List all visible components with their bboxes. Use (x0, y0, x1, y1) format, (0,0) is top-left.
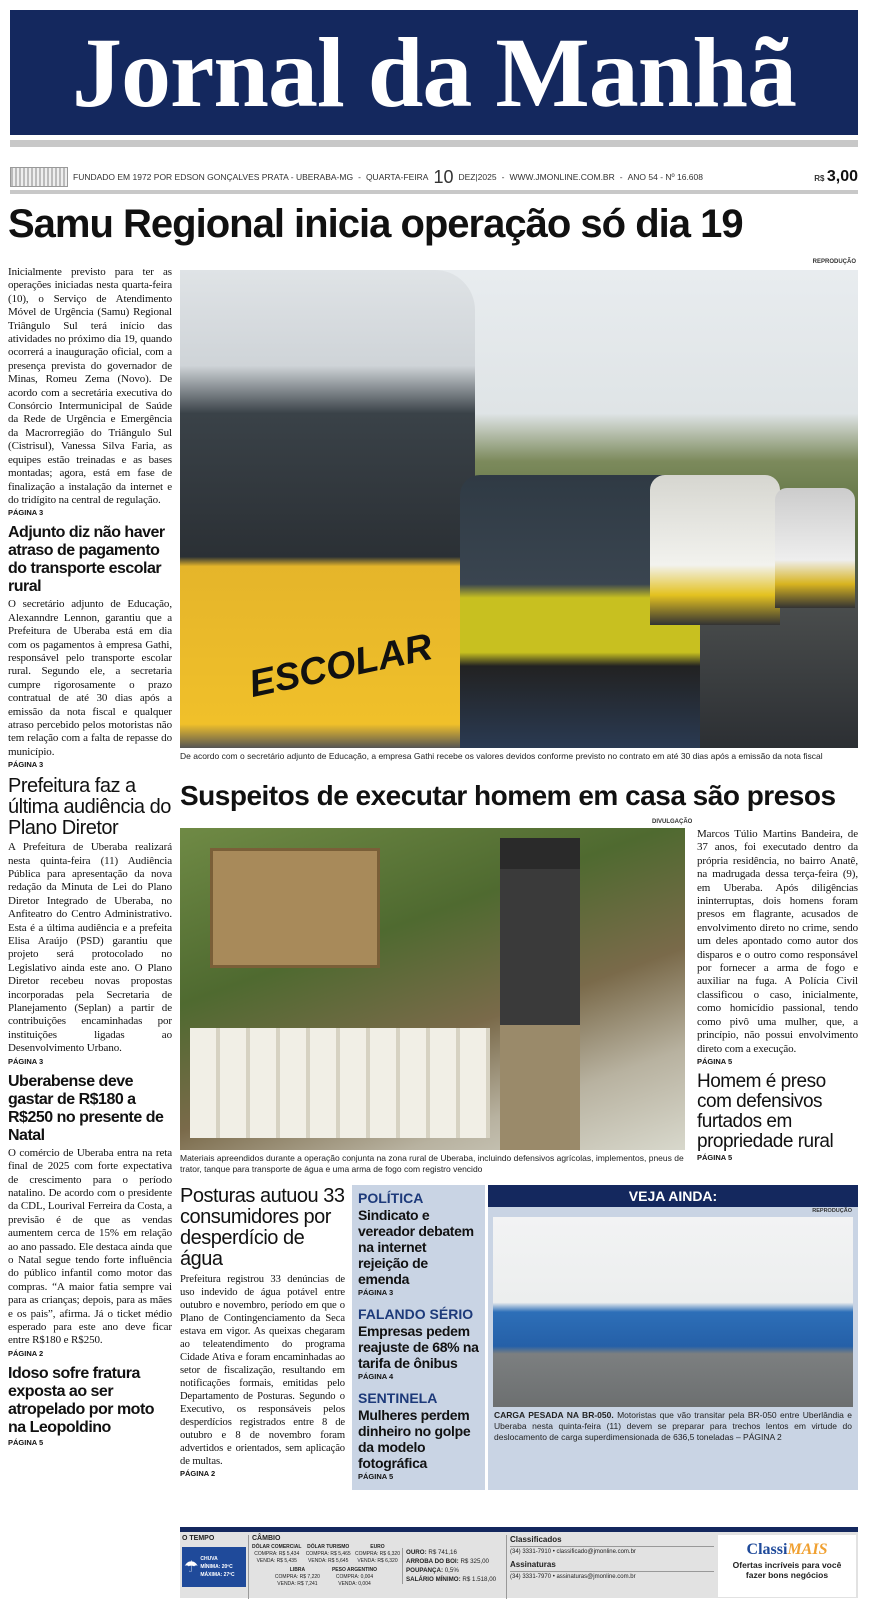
truck-photo (493, 1217, 853, 1407)
story-uberabense[interactable] (8, 1073, 172, 1359)
page-ref: PÁGINA 3 (8, 1056, 44, 1066)
photo-credit: REPRODUÇÃO (812, 1208, 852, 1214)
weekday: QUARTA-FEIRA (365, 172, 429, 182)
story-posturas[interactable] (180, 1186, 345, 1479)
story-body: Inicialmente previsto para ter as operações iniciadas nesta quarta-feira (10), o Serviço de Atendimento Móvel de Urgência (Samu) Regional Triângulo Sul terá início das atividades no próximo dia 19, quando ocorrerá a inauguração oficial, com a presença prevista do governador de Minas, Romeu Zema (Novo). De acordo com a secretária executiva do Consórcio Intermunicipal de Saúde da Rede de Urgência e Emergência da Macrorregião do Triângulo Sul (Cistrisul), Vanessa Silva Faria, as equipes estão treinadas e as bases montadas; agora, está em fase de finalização a instalação da internet e do tridígito na central de regulação. (8, 266, 172, 506)
page-ref: PÁGINA 3 (8, 508, 44, 518)
veja-ainda-box[interactable] (488, 1185, 858, 1490)
section-label: POLÍTICA (358, 1190, 424, 1206)
wooden-cart (210, 848, 380, 968)
section-label: SENTINELA (358, 1390, 438, 1406)
divider (10, 190, 858, 194)
story-adjunto[interactable] (8, 524, 172, 770)
crime-photo[interactable] (180, 828, 685, 1150)
story-idoso[interactable] (8, 1365, 172, 1448)
photo-credit: DIVULGAÇÃO (652, 819, 693, 825)
story-headline: Uberabense deve gastar de R$180 a R$250 no presente de Natal (8, 1072, 164, 1144)
info-line: FUNDADO EM 1972 POR EDSON GONÇALVES PRATA - UBERABA-MG - QUARTA-FEIRA 10 DEZ|2025 - WWW.JMONLINE.COM.BR - ANO 54 - Nº 16.608 R$ 3,00 (10, 166, 858, 188)
van (775, 488, 855, 608)
section-headline: Empresas pedem reajuste de 68% na tarifa de ônibus (358, 1323, 479, 1371)
section-politica[interactable] (358, 1190, 479, 1298)
exchange-rates: CÂMBIO DÓLAR COMERCIAL COMPRA: R$ 5,434 VENDA: R$ 5,435 DÓLAR TURISMO COMPRA: R$ 5,465 VENDA: R$ 5,645 EURO COMPRA: R$ 6,320 VENDA: R$ 6,320 LIBRA COMPRA: R$ 7,220 VENDA: R$ 7,241 PESO ARGENTINO COMPRA: 0,004 VENDA: 0,004 (248, 1535, 400, 1599)
van (650, 475, 780, 625)
crime-caption: Materiais apreendidos durante a operação conjunta na zona rural de Uberaba, incluindo defensivos agrícolas, implementos, pneus de trator, tanque para transporte de água e uma arma de fogo com registro vencido (180, 1153, 684, 1174)
page-ref: PÁGINA 5 (8, 1437, 44, 1447)
day: 10 (433, 166, 454, 187)
police-officer (500, 838, 580, 1150)
story-body: A Prefeitura de Uberaba realizará nesta quinta-feira (11) Audiência Pública para apresentação da nova redação da Minuta de Lei do Plano Diretor Integrado de Uberaba, no Anfiteatro do Centro Administrativo. Esta é a última audiência e a prefeita Elisa Araújo (PSD) garantiu que projeto será protocolado no Legislativo ainda este ano. O Plano Diretor recebeu novas propostas incorporadas pela Secretaria de Planejamento (Seplan) a partir de contribuições encaminhadas por instituições ligadas ao Desenvolvimento Urbano. (8, 841, 172, 1055)
indices: OURO: R$ 741,16 ARROBA DO BOI: R$ 325,00 POUPANÇA: 0,5% SALÁRIO MÍNIMO: R$ 1.518,00 (402, 1548, 504, 1584)
founded-text: FUNDADO EM 1972 POR EDSON GONÇALVES PRATA - UBERABA-MG (73, 172, 354, 182)
price: 3,00 (826, 168, 858, 185)
story-body: Marcos Túlio Martins Bandeira, de 37 anos, foi executado dentro da própria residência, no bairro Anatê, na madrugada dessa terça-feira (9), em Uberaba. Após diligências ininterruptas, dois homens foram presos em flagrante, acusados de envolvimento direto no crime, sendo um deles apontado como autor dos disparos e o outro como responsável por fornecer a arma de fogo e auxiliar na fuga. A Polícia Civil classificou o caso, inicialmente, como homicídio passional, tendo como pivô uma mulher, que, a princípio, não possui envolvimento direto com a execução. (697, 828, 858, 1055)
page-ref: PÁGINA 3 (358, 1288, 394, 1297)
story-headline: Posturas autuou 33 consumidores por desperdício de água (180, 1185, 345, 1270)
page-ref: PÁGINA 4 (358, 1372, 394, 1381)
page-ref: PÁGINA 5 (697, 1056, 733, 1066)
section-label: FALANDO SÉRIO (358, 1306, 474, 1322)
assinaturas-contact[interactable]: (34) 3331-7970 • assinaturas@jmonline.com.br (510, 1571, 714, 1580)
story-samu[interactable] (8, 266, 172, 518)
story-crime[interactable] (697, 828, 858, 1163)
story-headline: Adjunto diz não haver atraso de pagamento do transporte escolar rural (8, 524, 165, 596)
main-photo[interactable] (180, 270, 858, 748)
masthead (10, 10, 858, 135)
masthead-title: Jornal da Manhã (71, 17, 796, 128)
story-headline: Homem é preso com defensivos furtados em propriedade rural (697, 1070, 834, 1152)
sections-box (352, 1185, 485, 1490)
section-sentinela[interactable] (358, 1390, 479, 1482)
page-ref: PÁGINA 5 (697, 1152, 733, 1162)
crime-headline[interactable]: Suspeitos de executar homem em casa são presos (180, 780, 836, 811)
school-van (180, 270, 475, 748)
containers (190, 1028, 490, 1138)
building-icon (10, 167, 68, 187)
site-link[interactable]: WWW.JMONLINE.COM.BR (509, 172, 615, 182)
story-body: O secretário adjunto de Educação, Alexanndre Lennon, garantiu que a Prefeitura de Uberaba está em dia com os pagamentos à empresa Gathi, responsável pelo transporte escolar rural. Segundo ele, a secretaria cumpre rigorosamente o prazo contratual de até 30 dias após a emissão da nota fiscal e qualquer atraso percebido pelos motoristas não tem relação com a falta de repasse do município. (8, 598, 172, 758)
contacts: Classificados (34) 3331-7910 • classificado@jmonline.com.br Assinaturas (34) 3331-7970 • assinaturas@jmonline.com.br (506, 1535, 714, 1599)
left-column (8, 266, 172, 1448)
main-headline[interactable]: Samu Regional inicia operação só dia 19 (8, 202, 743, 246)
currency: R$ (814, 174, 825, 183)
section-headline: Mulheres perdem dinheiro no golpe da modelo fotográfica (358, 1407, 471, 1471)
edition: ANO 54 - Nº 16.608 (627, 172, 703, 182)
veja-title: VEJA AINDA: (488, 1185, 858, 1207)
story-headline: Idoso sofre fratura exposta ao ser atropelado por moto na Leopoldino (8, 1364, 155, 1436)
page-ref: PÁGINA 2 (8, 1348, 44, 1358)
story-defensivos[interactable] (697, 1072, 858, 1163)
veja-caption: CARGA PESADA NA BR-050. Motoristas que vão transitar pela BR-050 entre Uberlândia e Uberaba nesta quinta-feira (11) devem se preparar para trechos lentos em virtude do deslocamento de carga superdimensionada de 636,5 toneladas – PÁGINA 2 (494, 1410, 852, 1442)
month-year: DEZ|2025 (458, 172, 497, 182)
page-ref: PÁGINA 2 (180, 1469, 216, 1478)
story-body: O comércio de Uberaba entra na reta final de 2025 com forte expectativa de crescimento para o período natalino. De acordo com o presidente da CDL, Lourival Ferreira da Costa, a previsão é de que as vendas aumentem cerca de 15% em relação ao ano passado. Ele destaca ainda que o Natal segue tendo forte influência do público infantil como motor das compras. “A maior fatia sempre vai para as crianças; depois, para as mães e os pais”, afirma. Já o ticket médio esperado para este ano deve ficar entre R$180 e R$250. (8, 1146, 172, 1347)
section-headline: Sindicato e vereador debatem na internet rejeição de emenda (358, 1207, 474, 1287)
photo-credit: REPRODUÇÃO (812, 259, 856, 265)
footer-bar (180, 1527, 858, 1598)
page-ref: PÁGINA 3 (8, 760, 44, 770)
page-ref: PÁGINA 5 (358, 1472, 394, 1481)
classificados-contact[interactable]: (34) 3331-7910 • classificado@jmonline.com.br (510, 1546, 714, 1555)
classimais-ad[interactable]: ClassiMAIS Ofertas incríveis para você fazer bons negócios (718, 1535, 856, 1597)
weather: O TEMPO ☂ CHUVA MÍNIMA: 20ºC MÁXIMA: 27ºC (182, 1535, 246, 1587)
section-falando-serio[interactable] (358, 1306, 479, 1382)
story-body: Prefeitura registrou 33 denúncias de uso indevido de água potável entre outubro e novembro, período em que o Plano de Contingenciamento da Seca estava em vigor. As queixas chegaram ao teleatendimento do programa Cidade Ativa e foram encaminhadas ao setor de fiscalização, resultando em notificações formais, emitidas pelo Departamento de Posturas. Segundo o Executivo, os responsáveis pelos desperdícios registrados entre 8 de outubro e 8 de novembro foram advertidos e orientados, sem aplicação de multas. (180, 1274, 345, 1467)
rain-cloud-icon: ☂ (184, 1559, 199, 1576)
main-caption: De acordo com o secretário adjunto de Educação, a empresa Gathi recebe os valores devidos conforme previsto no contrato em até 30 dias após a emissão da nota fiscal (180, 751, 823, 761)
van-label: ESCOLAR (245, 626, 437, 706)
divider (10, 140, 858, 147)
story-prefeitura[interactable] (8, 776, 172, 1067)
story-headline: Prefeitura faz a última audiência do Plano Diretor (8, 775, 171, 840)
